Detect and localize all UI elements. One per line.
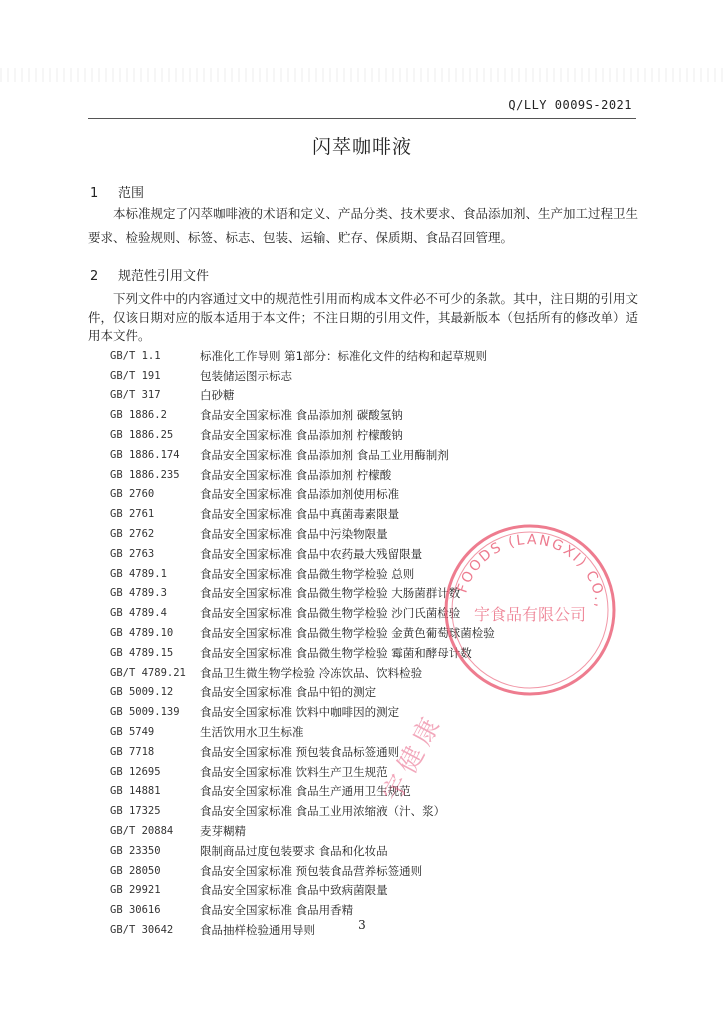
reference-code: GB 4789.15	[110, 646, 174, 659]
reference-code: GB 28050	[110, 864, 161, 877]
reference-code: GB/T 4789.21	[110, 666, 186, 679]
reference-row	[110, 663, 495, 683]
reference-title: 食品安全国家标准 食品添加剂使用标准	[200, 487, 400, 502]
section-2-number: 2	[90, 269, 99, 284]
document-number: Q/LLY 0009S-2021	[508, 98, 632, 112]
reference-row	[110, 544, 495, 564]
reference-row	[110, 801, 495, 821]
reference-code: GB 1886.174	[110, 448, 180, 461]
document-title: 闪萃咖啡液	[311, 136, 412, 158]
reference-row	[110, 683, 495, 703]
reference-code: GB 23350	[110, 844, 161, 857]
reference-row	[110, 405, 495, 425]
reference-title: 食品安全国家标准 食品微生物学检验 沙门氏菌检验	[200, 606, 461, 621]
reference-title: 食品安全国家标准 食品生产通用卫生规范	[200, 784, 411, 799]
reference-row	[110, 762, 495, 782]
section-2-line-1: 下列文件中的内容通过文中的规范性引用而构成本文件必不可少的条款。其中，注日期的引用文	[113, 291, 639, 306]
reference-title: 食品安全国家标准 预包装食品营养标签通则	[200, 863, 423, 878]
reference-row	[110, 643, 495, 663]
reference-title: 标准化工作导则 第1部分：标准化文件的结构和起草规则	[200, 348, 487, 363]
reference-title: 生活饮用水卫生标准	[200, 725, 304, 740]
reference-row	[110, 564, 495, 584]
reference-title: 食品安全国家标准 食品中真菌毒素限量	[200, 507, 400, 522]
reference-title: 食品安全国家标准 食品添加剂 柠檬酸	[200, 467, 392, 482]
header-rule	[88, 118, 636, 119]
section-2-line-3: 用本文件。	[88, 328, 151, 343]
reference-title: 食品安全国家标准 饮料中咖啡因的测定	[200, 705, 400, 720]
scan-noise-strip	[0, 68, 724, 82]
reference-code: GB/T 30642	[110, 924, 174, 936]
reference-title: 食品安全国家标准 预包装食品标签通则	[200, 744, 400, 759]
reference-row	[110, 504, 495, 524]
section-2-title: 规范性引用文件	[118, 269, 210, 284]
reference-row	[110, 346, 495, 366]
reference-code: GB 29921	[110, 884, 161, 897]
page-number: 3	[358, 918, 366, 932]
reference-title: 食品安全国家标准 食品添加剂 碳酸氢钠	[200, 408, 403, 423]
reference-row	[110, 881, 495, 901]
reference-row	[110, 603, 495, 623]
reference-title: 白砂糖	[200, 388, 235, 403]
reference-title: 限制商品过度包装要求 食品和化妆品	[200, 843, 388, 858]
reference-code: GB 4789.1	[110, 567, 167, 580]
reference-row	[110, 485, 495, 505]
reference-code: GB 5009.139	[110, 706, 180, 719]
reference-code: GB 2763	[110, 547, 155, 560]
seal-graphic	[440, 520, 620, 700]
reference-code: GB 2760	[110, 488, 155, 501]
reference-row	[110, 841, 495, 861]
section-1-title: 范围	[118, 186, 145, 201]
reference-code: GB 4789.4	[110, 607, 167, 620]
reference-title: 食品卫生微生物学检验 冷冻饮品、饮料检验	[200, 665, 423, 680]
reference-row	[110, 366, 495, 386]
reference-code: GB 1886.25	[110, 429, 174, 442]
section-1-number: 1	[90, 186, 99, 201]
reference-title: 包装储运图示标志	[200, 368, 292, 383]
reference-row	[110, 861, 495, 881]
reference-row	[110, 821, 495, 841]
section-1-heading	[90, 182, 144, 201]
reference-row	[110, 386, 495, 406]
reference-row	[110, 584, 495, 604]
reference-code: GB 1886.235	[110, 468, 180, 481]
reference-code: GB 1886.2	[110, 409, 167, 422]
section-1-line-2: 要求、检验规则、标签、标志、包装、运输、贮存、保质期、食品召回管理。	[88, 230, 514, 245]
section-2-body	[88, 290, 640, 346]
reference-row	[110, 782, 495, 802]
reference-title: 食品安全国家标准 食品中铅的测定	[200, 685, 377, 700]
reference-title: 食品安全国家标准 食品添加剂 食品工业用酶制剂	[200, 447, 449, 462]
reference-code: GB 12695	[110, 765, 161, 778]
section-1-line-1: 本标准规定了闪萃咖啡液的术语和定义、产品分类、技术要求、食品添加剂、生产加工过程卫生	[113, 206, 639, 221]
reference-title: 食品安全国家标准 食品用香精	[200, 903, 354, 918]
reference-title: 食品安全国家标准 食品中致病菌限量	[200, 883, 388, 898]
reference-title: 食品安全国家标准 食品中农药最大残留限量	[200, 546, 423, 561]
section-2-line-2: 件，仅该日期对应的版本适用于本文件；不注日期的引用文件，其最新版本（包括所有的修改单）适	[88, 309, 639, 325]
reference-code: GB 17325	[110, 805, 161, 818]
reference-title: 食品安全国家标准 食品微生物学检验 总则	[200, 566, 415, 581]
reference-code: GB/T 191	[110, 369, 161, 382]
reference-code: GB 2762	[110, 528, 155, 541]
seal-diagonal-text: 宇健康	[377, 708, 449, 807]
reference-title: 食品安全国家标准 食品微生物学检验 大肠菌群计数	[200, 586, 461, 601]
reference-code: GB/T 20884	[110, 825, 174, 838]
reference-row	[110, 465, 495, 485]
reference-title: 食品安全国家标准 饮料生产卫生规范	[200, 764, 388, 779]
reference-code: GB 30616	[110, 904, 161, 917]
reference-title: 食品安全国家标准 食品工业用浓缩液（汁、浆）	[200, 804, 446, 819]
reference-code: GB/T 1.1	[110, 349, 161, 362]
reference-code: GB 5009.12	[110, 686, 174, 699]
reference-code: GB 14881	[110, 785, 161, 798]
svg-text:FOODS (LANGXI) CO.,LTD: FOODS (LANGXI) CO.,	[454, 531, 609, 610]
reference-row	[110, 623, 495, 643]
section-1-body	[88, 202, 640, 250]
svg-text:宇食品有限公司: 宇食品有限公司	[473, 605, 587, 624]
reference-title: 食品安全国家标准 食品中污染物限量	[200, 527, 388, 542]
reference-code: GB 5749	[110, 726, 155, 739]
reference-code: GB 4789.3	[110, 587, 167, 600]
reference-row	[110, 445, 495, 465]
section-2-heading	[90, 265, 209, 284]
reference-title: 食品安全国家标准 食品微生物学检验 金黄色葡萄球菌检验	[200, 626, 495, 641]
company-seal-stamp	[440, 520, 620, 700]
reference-title: 食品抽样检验通用导则	[200, 923, 315, 937]
reference-code: GB 7718	[110, 745, 155, 758]
reference-title: 食品安全国家标准 食品添加剂 柠檬酸钠	[200, 428, 403, 443]
reference-list	[110, 346, 495, 940]
reference-row	[110, 425, 495, 445]
reference-code: GB 4789.10	[110, 627, 174, 640]
reference-code: GB/T 317	[110, 389, 161, 402]
reference-code: GB 2761	[110, 508, 155, 521]
reference-title: 食品安全国家标准 食品微生物学检验 霉菌和酵母计数	[200, 645, 472, 660]
reference-title: 麦芽糊精	[200, 824, 246, 839]
reference-row	[110, 524, 495, 544]
